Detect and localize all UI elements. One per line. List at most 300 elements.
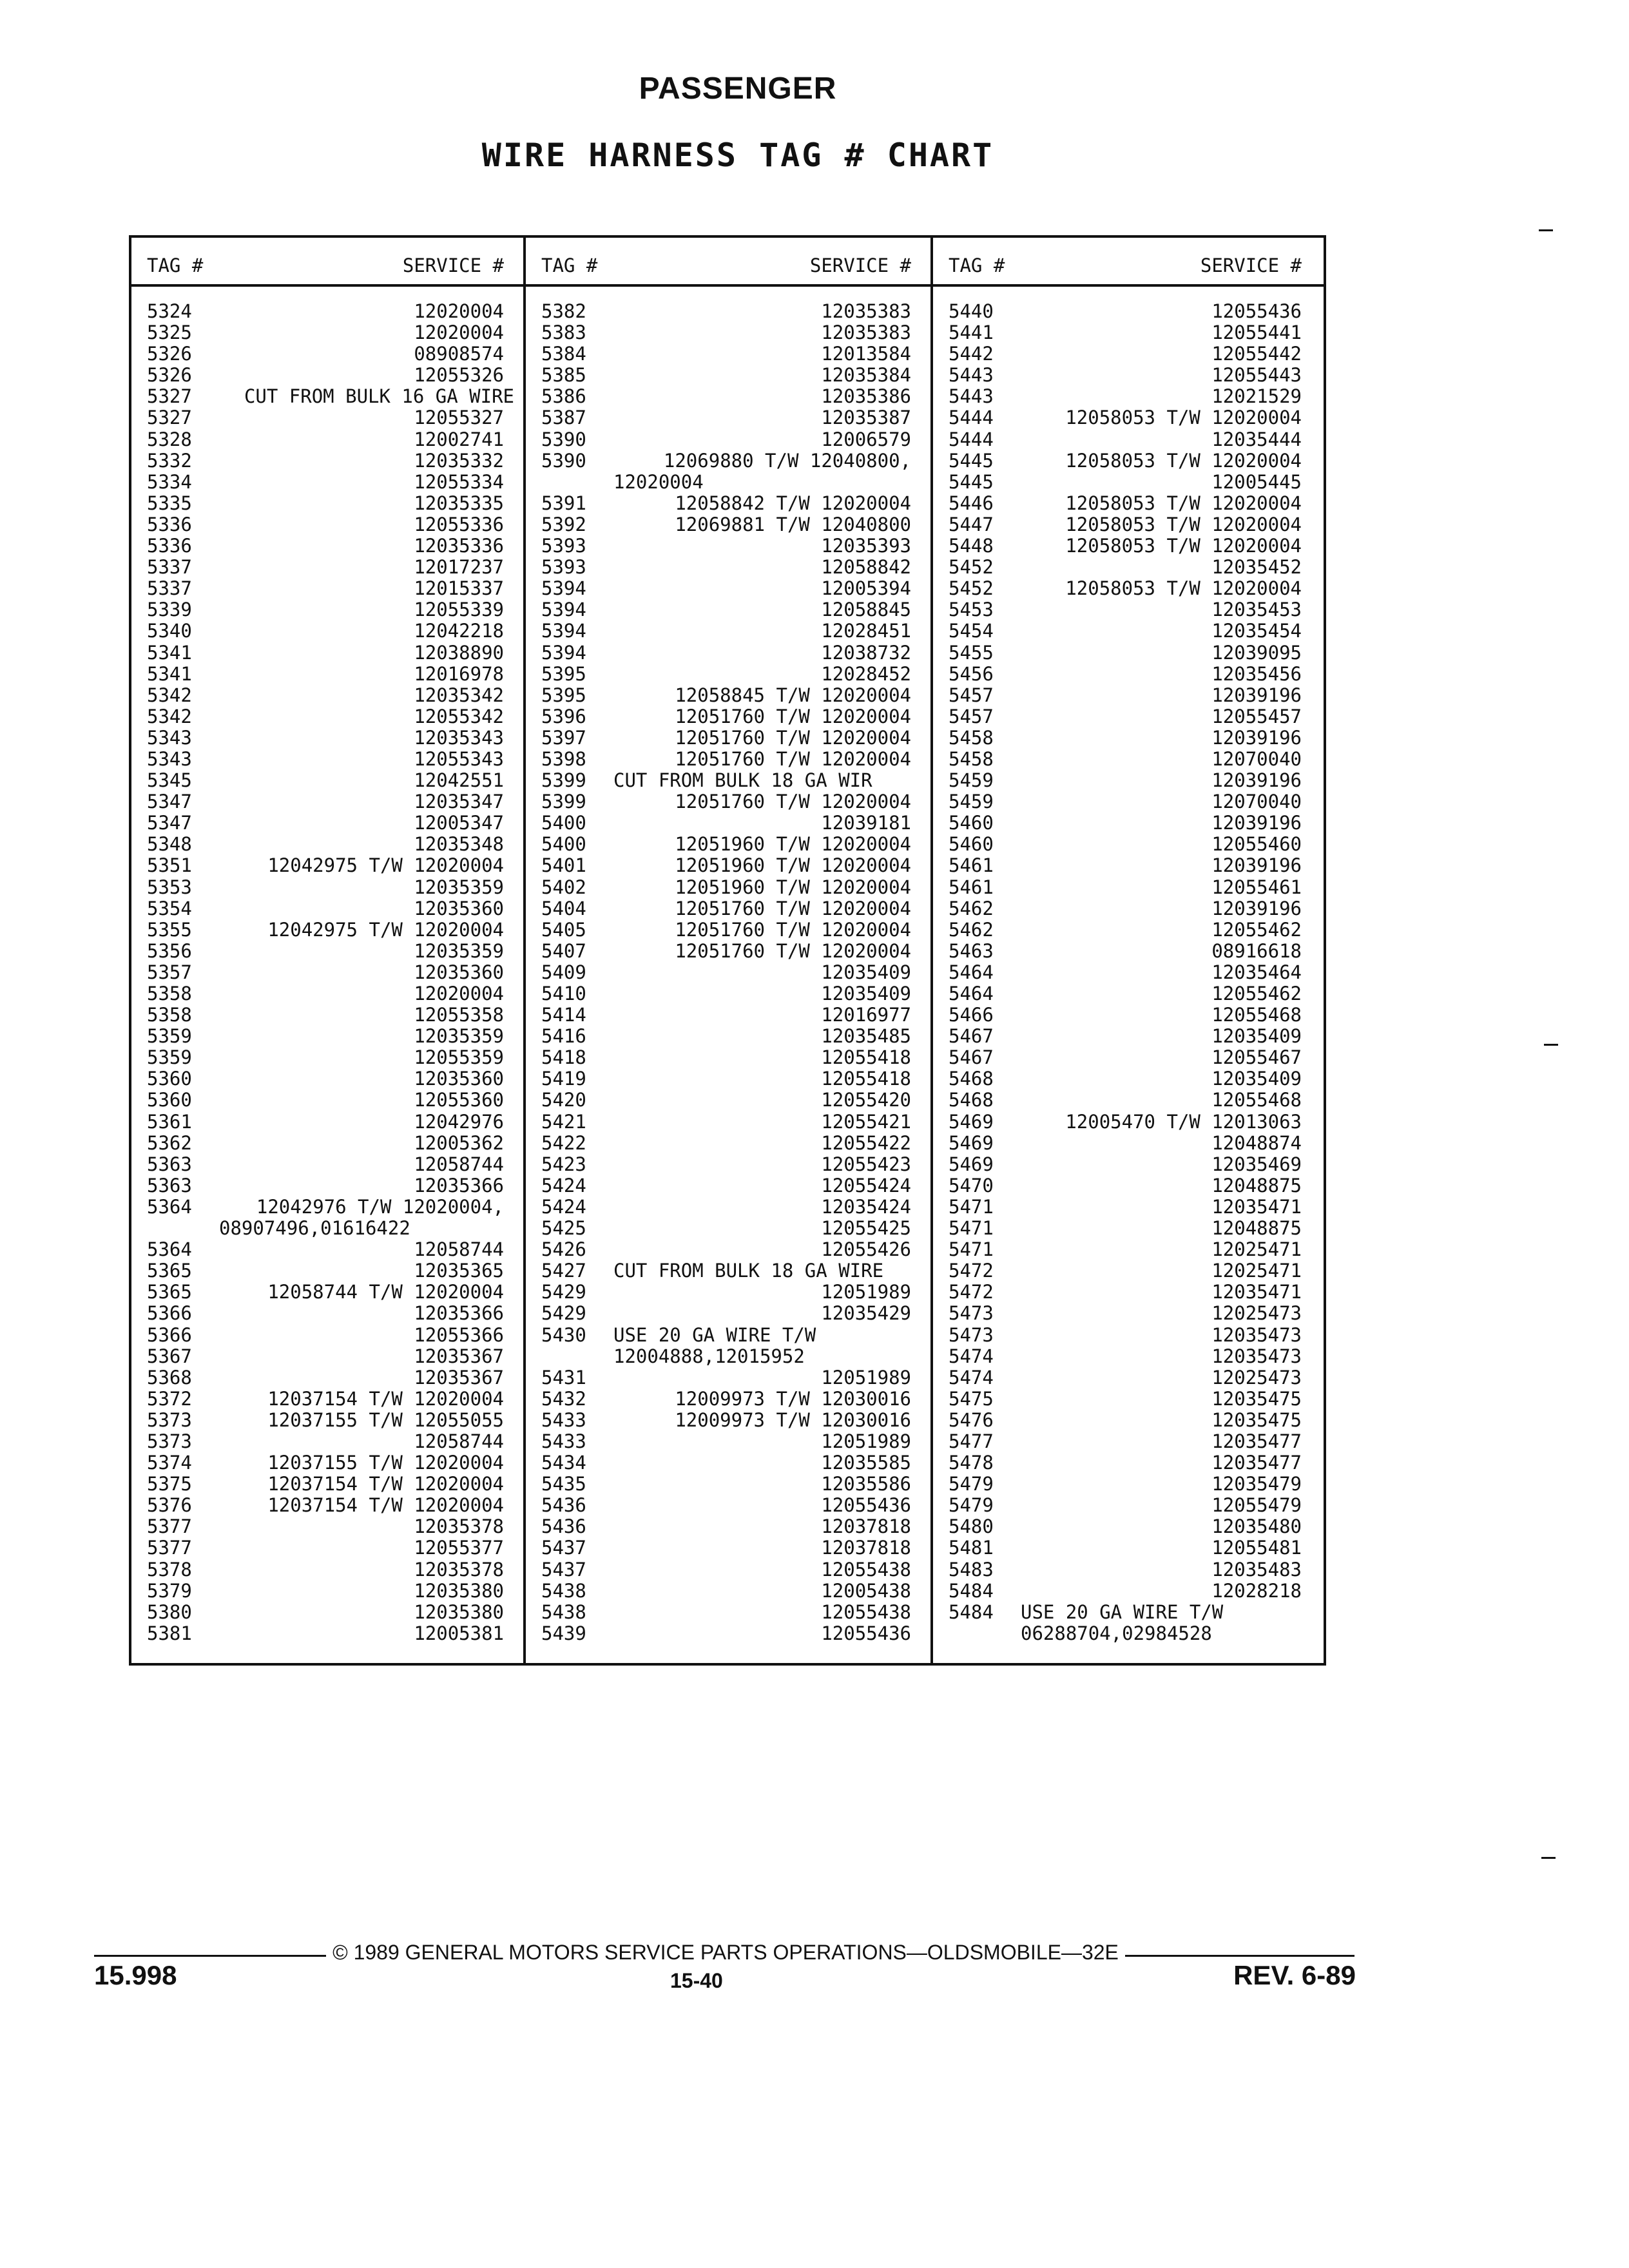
- table-row: [131, 1537, 526, 1559]
- service-cell: 12055421: [821, 1110, 911, 1133]
- table-row: [131, 1559, 526, 1581]
- table-row: [131, 429, 526, 450]
- column-header: [933, 238, 1324, 287]
- tag-cell: 5459: [949, 769, 994, 792]
- tag-cell: 5469: [949, 1110, 994, 1133]
- table-row: [933, 1090, 1324, 1111]
- table-row: [933, 1367, 1324, 1389]
- tag-cell: 5378: [147, 1558, 192, 1581]
- tag-cell: 5394: [541, 599, 586, 621]
- tag-cell: 5376: [147, 1494, 192, 1517]
- table-row: [131, 898, 526, 919]
- table-row: [526, 1410, 933, 1431]
- tag-cell: 5472: [949, 1260, 994, 1282]
- service-cell: 12035585: [821, 1452, 911, 1474]
- service-cell: 12035473: [1211, 1345, 1302, 1367]
- tag-cell: 5420: [541, 1089, 586, 1111]
- table-row: [131, 407, 526, 428]
- table-row: [131, 1260, 526, 1282]
- tag-cell: 5452: [949, 577, 994, 600]
- table-row: [526, 343, 933, 365]
- service-cell: 12055457: [1211, 705, 1302, 727]
- tag-cell: [526, 1346, 613, 1367]
- service-cell: 12038890: [414, 641, 504, 664]
- table-row: [933, 1196, 1324, 1218]
- table-row: [131, 1047, 526, 1068]
- table-row: [131, 642, 526, 664]
- table-row: [131, 343, 526, 365]
- tag-cell: 5401: [541, 854, 586, 877]
- table-row: [526, 877, 933, 898]
- service-cell: USE 20 GA WIRE T/W: [1021, 1600, 1224, 1623]
- table-row: [526, 578, 933, 599]
- table-row: [933, 1303, 1324, 1324]
- service-cell: 12035409: [821, 983, 911, 1004]
- service-cell: 12051760 T/W 12020004: [675, 705, 911, 727]
- tag-cell: 5380: [147, 1600, 192, 1623]
- tag-cell: 5473: [949, 1323, 994, 1346]
- table-row: [933, 472, 1324, 493]
- tag-cell: 5471: [949, 1217, 994, 1240]
- table-column-1: [131, 238, 526, 1663]
- tag-cell: 5334: [147, 470, 192, 493]
- tag-cell: 5357: [147, 961, 192, 983]
- service-cell: 12055468: [1211, 1089, 1302, 1111]
- tag-cell: 5327: [147, 385, 192, 408]
- tag-cell: 5342: [147, 705, 192, 727]
- tag-cell: 5479: [949, 1473, 994, 1495]
- table-row: [131, 855, 526, 876]
- table-row: [933, 791, 1324, 812]
- service-cell: 12058845: [821, 599, 911, 621]
- table-row: [131, 1346, 526, 1367]
- service-cell: 12016977: [821, 1004, 911, 1026]
- tag-cell: 5470: [949, 1174, 994, 1196]
- tag-cell: 5325: [147, 322, 192, 344]
- tag-cell: 5377: [147, 1537, 192, 1559]
- table-row: [933, 770, 1324, 791]
- tag-cell: 5468: [949, 1089, 994, 1111]
- tag-cell: 5373: [147, 1408, 192, 1431]
- service-cell: 12042975 T/W 12020004: [267, 918, 504, 941]
- table-row: [526, 642, 933, 664]
- tag-cell: 5424: [541, 1195, 586, 1218]
- service-cell: 12055420: [821, 1089, 911, 1111]
- service-cell: 12055423: [821, 1153, 911, 1175]
- tag-cell: 5394: [541, 620, 586, 642]
- table-row: [526, 1537, 933, 1559]
- tag-cell: 5464: [949, 983, 994, 1004]
- tag-cell: 5462: [949, 918, 994, 941]
- table-row: [131, 472, 526, 493]
- service-cell: 12055442: [1211, 343, 1302, 365]
- table-row: [526, 1367, 933, 1389]
- service-cell: 12058744: [414, 1430, 504, 1452]
- service-cell: 12035483: [1211, 1558, 1302, 1581]
- tag-cell: 5467: [949, 1025, 994, 1048]
- service-cell: CUT FROM BULK 18 GA WIR: [613, 769, 872, 792]
- page-title: PASSENGER: [639, 72, 837, 106]
- service-cell: 12005438: [821, 1579, 911, 1602]
- margin-mark: [1541, 1857, 1556, 1859]
- service-cell: 12035366: [414, 1174, 504, 1196]
- table-row: [131, 1026, 526, 1047]
- tag-cell: 5390: [541, 449, 586, 472]
- service-cell: 08908574: [414, 343, 504, 365]
- service-cell: 12035366: [414, 1302, 504, 1325]
- service-cell: 06288704,02984528: [1021, 1622, 1212, 1644]
- service-cell: 12055327: [414, 407, 504, 429]
- table-row: [131, 1410, 526, 1431]
- service-cell: 12055462: [1211, 918, 1302, 941]
- tag-cell: 5343: [147, 747, 192, 770]
- tag-header: TAG #: [147, 255, 204, 276]
- service-cell: 12058053 T/W 12020004: [1065, 407, 1302, 429]
- table-row: [526, 535, 933, 557]
- table-row: [131, 514, 526, 535]
- service-cell: 12055425: [821, 1217, 911, 1240]
- table-row: [933, 898, 1324, 919]
- tag-cell: 5326: [147, 364, 192, 387]
- service-cell: 12055462: [1211, 983, 1302, 1004]
- tag-cell: 5447: [949, 513, 994, 535]
- tag-cell: 5457: [949, 684, 994, 706]
- tag-cell: 5439: [541, 1622, 586, 1644]
- tag-cell: 5436: [541, 1494, 586, 1517]
- table-row: [933, 1154, 1324, 1175]
- tag-cell: 5394: [541, 577, 586, 600]
- column-header: [526, 238, 933, 287]
- tag-cell: 5458: [949, 726, 994, 749]
- tag-cell: 5359: [147, 1025, 192, 1048]
- table-row: [526, 770, 933, 791]
- table-row: [933, 1516, 1324, 1537]
- table-row: [131, 557, 526, 578]
- service-cell: 12051960 T/W 12020004: [675, 876, 911, 898]
- service-cell: 12035454: [1211, 620, 1302, 642]
- service-cell: 12042976 T/W 12020004,: [256, 1195, 504, 1218]
- service-cell: 12035342: [414, 684, 504, 706]
- footer-rule-left: [94, 1955, 326, 1957]
- table-row: [131, 1581, 526, 1602]
- service-cell: 08907496,01616422: [219, 1217, 410, 1240]
- tag-cell: 5391: [541, 492, 586, 514]
- service-cell: 12005445: [1211, 470, 1302, 493]
- service-cell: 12025473: [1211, 1302, 1302, 1325]
- service-cell: 12039196: [1211, 726, 1302, 749]
- table-row: [131, 1495, 526, 1516]
- tag-cell: 5347: [147, 791, 192, 813]
- service-cell: 12055422: [821, 1131, 911, 1154]
- table-row: [933, 535, 1324, 557]
- service-cell: 12038732: [821, 641, 911, 664]
- table-row: [526, 1218, 933, 1239]
- tag-cell: 5437: [541, 1558, 586, 1581]
- table-row: [526, 941, 933, 962]
- service-cell: 12035471: [1211, 1195, 1302, 1218]
- service-cell: 12005362: [414, 1131, 504, 1154]
- table-row: [933, 749, 1324, 770]
- service-cell: 12055461: [1211, 876, 1302, 898]
- tag-cell: 5416: [541, 1025, 586, 1048]
- service-cell: 12035464: [1211, 961, 1302, 983]
- tag-cell: 5454: [949, 620, 994, 642]
- tag-cell: 5353: [147, 876, 192, 898]
- table-row: [131, 919, 526, 941]
- table-row: [933, 1282, 1324, 1303]
- tag-cell: 5368: [147, 1366, 192, 1389]
- tag-cell: 5445: [949, 449, 994, 472]
- tag-cell: 5385: [541, 364, 586, 387]
- table-row: [526, 1602, 933, 1623]
- service-cell: 12055479: [1211, 1494, 1302, 1517]
- service-cell: 12055343: [414, 747, 504, 770]
- service-cell: 12037818: [821, 1515, 911, 1538]
- tag-cell: 5395: [541, 684, 586, 706]
- tag-cell: 5332: [147, 449, 192, 472]
- service-cell: 12058842: [821, 556, 911, 579]
- tag-cell: 5337: [147, 556, 192, 579]
- service-cell: 12055460: [1211, 833, 1302, 856]
- tag-cell: 5467: [949, 1046, 994, 1069]
- table-row: [526, 1004, 933, 1026]
- service-cell: 12021529: [1211, 385, 1302, 408]
- service-cell: 12004888,12015952: [613, 1345, 805, 1367]
- table-row: [131, 983, 526, 1004]
- table-row: [131, 834, 526, 855]
- table-row: [131, 450, 526, 472]
- service-cell: 12055426: [821, 1238, 911, 1261]
- tag-cell: 5452: [949, 556, 994, 579]
- tag-cell: 5429: [541, 1281, 586, 1303]
- tag-cell: 5336: [147, 513, 192, 535]
- tag-cell: 5481: [949, 1537, 994, 1559]
- tag-cell: 5436: [541, 1515, 586, 1538]
- page-number: 15-40: [670, 1969, 723, 1992]
- table-row: [526, 1154, 933, 1175]
- tag-cell: 5468: [949, 1068, 994, 1090]
- tag-cell: 5393: [541, 535, 586, 557]
- service-cell: 12015337: [414, 577, 504, 600]
- service-cell: 12055436: [821, 1622, 911, 1644]
- service-cell: 12055424: [821, 1174, 911, 1196]
- service-cell: 12055339: [414, 599, 504, 621]
- table-row: [131, 1431, 526, 1452]
- tag-cell: 5433: [541, 1408, 586, 1431]
- service-cell: CUT FROM BULK 18 GA WIRE: [613, 1260, 884, 1282]
- table-row: [131, 1239, 526, 1260]
- table-row: [933, 855, 1324, 876]
- tag-cell: 5375: [147, 1473, 192, 1495]
- service-cell: 12035360: [414, 1068, 504, 1090]
- service-cell: 12020004: [613, 470, 704, 493]
- table-row: [131, 1452, 526, 1474]
- tag-cell: 5421: [541, 1110, 586, 1133]
- table-row: [933, 1389, 1324, 1410]
- tag-cell: 5438: [541, 1579, 586, 1602]
- service-cell: 12051760 T/W 12020004: [675, 747, 911, 770]
- service-cell: 12009973 T/W 12030016: [675, 1408, 911, 1431]
- table-row: [526, 1325, 933, 1346]
- tag-header: TAG #: [949, 255, 1005, 276]
- tag-cell: 5464: [949, 961, 994, 983]
- service-cell: 12035409: [821, 961, 911, 983]
- service-cell: 12035380: [414, 1600, 504, 1623]
- service-cell: 12037154 T/W 12020004: [267, 1473, 504, 1495]
- service-cell: 12055468: [1211, 1004, 1302, 1026]
- tag-cell: 5475: [949, 1387, 994, 1410]
- service-cell: 12035477: [1211, 1430, 1302, 1452]
- table-row: [933, 620, 1324, 642]
- tag-cell: 5339: [147, 599, 192, 621]
- tag-cell: 5460: [949, 812, 994, 834]
- tag-cell: 5471: [949, 1195, 994, 1218]
- tag-cell: 5463: [949, 939, 994, 962]
- service-cell: 12039196: [1211, 897, 1302, 919]
- service-cell: 12042975 T/W 12020004: [267, 854, 504, 877]
- tag-cell: 5342: [147, 684, 192, 706]
- service-cell: 12005347: [414, 812, 504, 834]
- tag-cell: 5374: [147, 1452, 192, 1474]
- tag-cell: 5458: [949, 747, 994, 770]
- table-row: [526, 1559, 933, 1581]
- service-cell: 12055436: [1211, 300, 1302, 322]
- footer-rule-right: [1125, 1955, 1354, 1957]
- table-row: [933, 941, 1324, 962]
- tag-cell: 5341: [147, 641, 192, 664]
- table-row: [933, 429, 1324, 450]
- service-cell: 12035359: [414, 939, 504, 962]
- service-cell: 12039196: [1211, 684, 1302, 706]
- tag-cell: 5432: [541, 1387, 586, 1410]
- table-row: [131, 727, 526, 749]
- table-row: [526, 1090, 933, 1111]
- tag-header: TAG #: [541, 255, 598, 276]
- tag-cell: 5355: [147, 918, 192, 941]
- service-cell: 12055377: [414, 1537, 504, 1559]
- tag-cell: 5373: [147, 1430, 192, 1452]
- table-row: [933, 1623, 1324, 1644]
- service-cell: 12037155 T/W 12020004: [267, 1452, 504, 1474]
- table-row: [526, 407, 933, 428]
- table-row: [131, 877, 526, 898]
- service-cell: 12035393: [821, 535, 911, 557]
- service-cell: 12035409: [1211, 1068, 1302, 1090]
- service-cell: 12035485: [821, 1025, 911, 1048]
- tag-cell: 5381: [147, 1622, 192, 1644]
- service-cell: 12016978: [414, 662, 504, 685]
- tag-cell: 5414: [541, 1004, 586, 1026]
- tag-cell: 5444: [949, 428, 994, 450]
- service-cell: 12042551: [414, 769, 504, 792]
- tag-cell: 5440: [949, 300, 994, 322]
- tag-cell: 5438: [541, 1600, 586, 1623]
- service-cell: 12058053 T/W 12020004: [1065, 449, 1302, 472]
- tag-cell: 5364: [147, 1195, 192, 1218]
- tag-cell: 5360: [147, 1068, 192, 1090]
- tag-cell: 5359: [147, 1046, 192, 1069]
- service-cell: 12055481: [1211, 1537, 1302, 1559]
- table-row: [526, 1389, 933, 1410]
- table-row: [933, 706, 1324, 727]
- tag-cell: 5326: [147, 343, 192, 365]
- service-cell: 12055366: [414, 1323, 504, 1346]
- service-cell: 12051760 T/W 12020004: [675, 918, 911, 941]
- tag-cell: 5393: [541, 556, 586, 579]
- service-cell: 12039196: [1211, 812, 1302, 834]
- table-row: [933, 578, 1324, 599]
- service-cell: 12055336: [414, 513, 504, 535]
- tag-cell: 5461: [949, 854, 994, 877]
- table-row: [933, 727, 1324, 749]
- table-row: [526, 1623, 933, 1644]
- table-row: [933, 1537, 1324, 1559]
- service-cell: 12028218: [1211, 1579, 1302, 1602]
- table-row: [933, 557, 1324, 578]
- tag-cell: 5365: [147, 1260, 192, 1282]
- service-cell: 12051760 T/W 12020004: [675, 939, 911, 962]
- tag-cell: 5434: [541, 1452, 586, 1474]
- table-row: [933, 1239, 1324, 1260]
- tag-cell: 5469: [949, 1131, 994, 1154]
- service-cell: 12035387: [821, 407, 911, 429]
- table-row: [933, 1111, 1324, 1133]
- tag-cell: [131, 1218, 219, 1239]
- service-cell: 12005381: [414, 1622, 504, 1644]
- table-row: [933, 834, 1324, 855]
- table-row: [131, 962, 526, 983]
- table-row: [933, 685, 1324, 706]
- tag-cell: 5366: [147, 1302, 192, 1325]
- service-cell: 12058053 T/W 12020004: [1065, 513, 1302, 535]
- tag-cell: 5405: [541, 918, 586, 941]
- tag-cell: 5466: [949, 1004, 994, 1026]
- table-row: [933, 1495, 1324, 1516]
- table-row: [526, 855, 933, 876]
- tag-cell: 5457: [949, 705, 994, 727]
- tag-cell: 5419: [541, 1068, 586, 1090]
- service-cell: 12069880 T/W 12040800,: [663, 449, 911, 472]
- tag-cell: 5397: [541, 726, 586, 749]
- service-cell: 12035586: [821, 1473, 911, 1495]
- table-row: [933, 1431, 1324, 1452]
- tag-cell: 5348: [147, 833, 192, 856]
- service-cell: 12048875: [1211, 1174, 1302, 1196]
- table-row: [933, 1068, 1324, 1090]
- table-row: [131, 1196, 526, 1218]
- table-row: [526, 1196, 933, 1218]
- service-cell: 12035475: [1211, 1408, 1302, 1431]
- service-cell: 12058744: [414, 1238, 504, 1261]
- table-row: [131, 386, 526, 407]
- service-cell: 12035384: [821, 364, 911, 387]
- table-row: [131, 812, 526, 834]
- table-row: [933, 1175, 1324, 1196]
- margin-mark: [1544, 1044, 1558, 1046]
- tag-cell: 5398: [541, 747, 586, 770]
- table-row: [131, 1282, 526, 1303]
- table-row: [933, 322, 1324, 343]
- service-cell: 12070040: [1211, 791, 1302, 813]
- tag-cell: 5418: [541, 1046, 586, 1069]
- service-cell: 12042218: [414, 620, 504, 642]
- service-cell: 12058744: [414, 1153, 504, 1175]
- table-row: [526, 301, 933, 322]
- table-row: [131, 599, 526, 620]
- service-cell: 12037154 T/W 12020004: [267, 1387, 504, 1410]
- table-row: [526, 472, 933, 493]
- service-cell: 12055443: [1211, 364, 1302, 387]
